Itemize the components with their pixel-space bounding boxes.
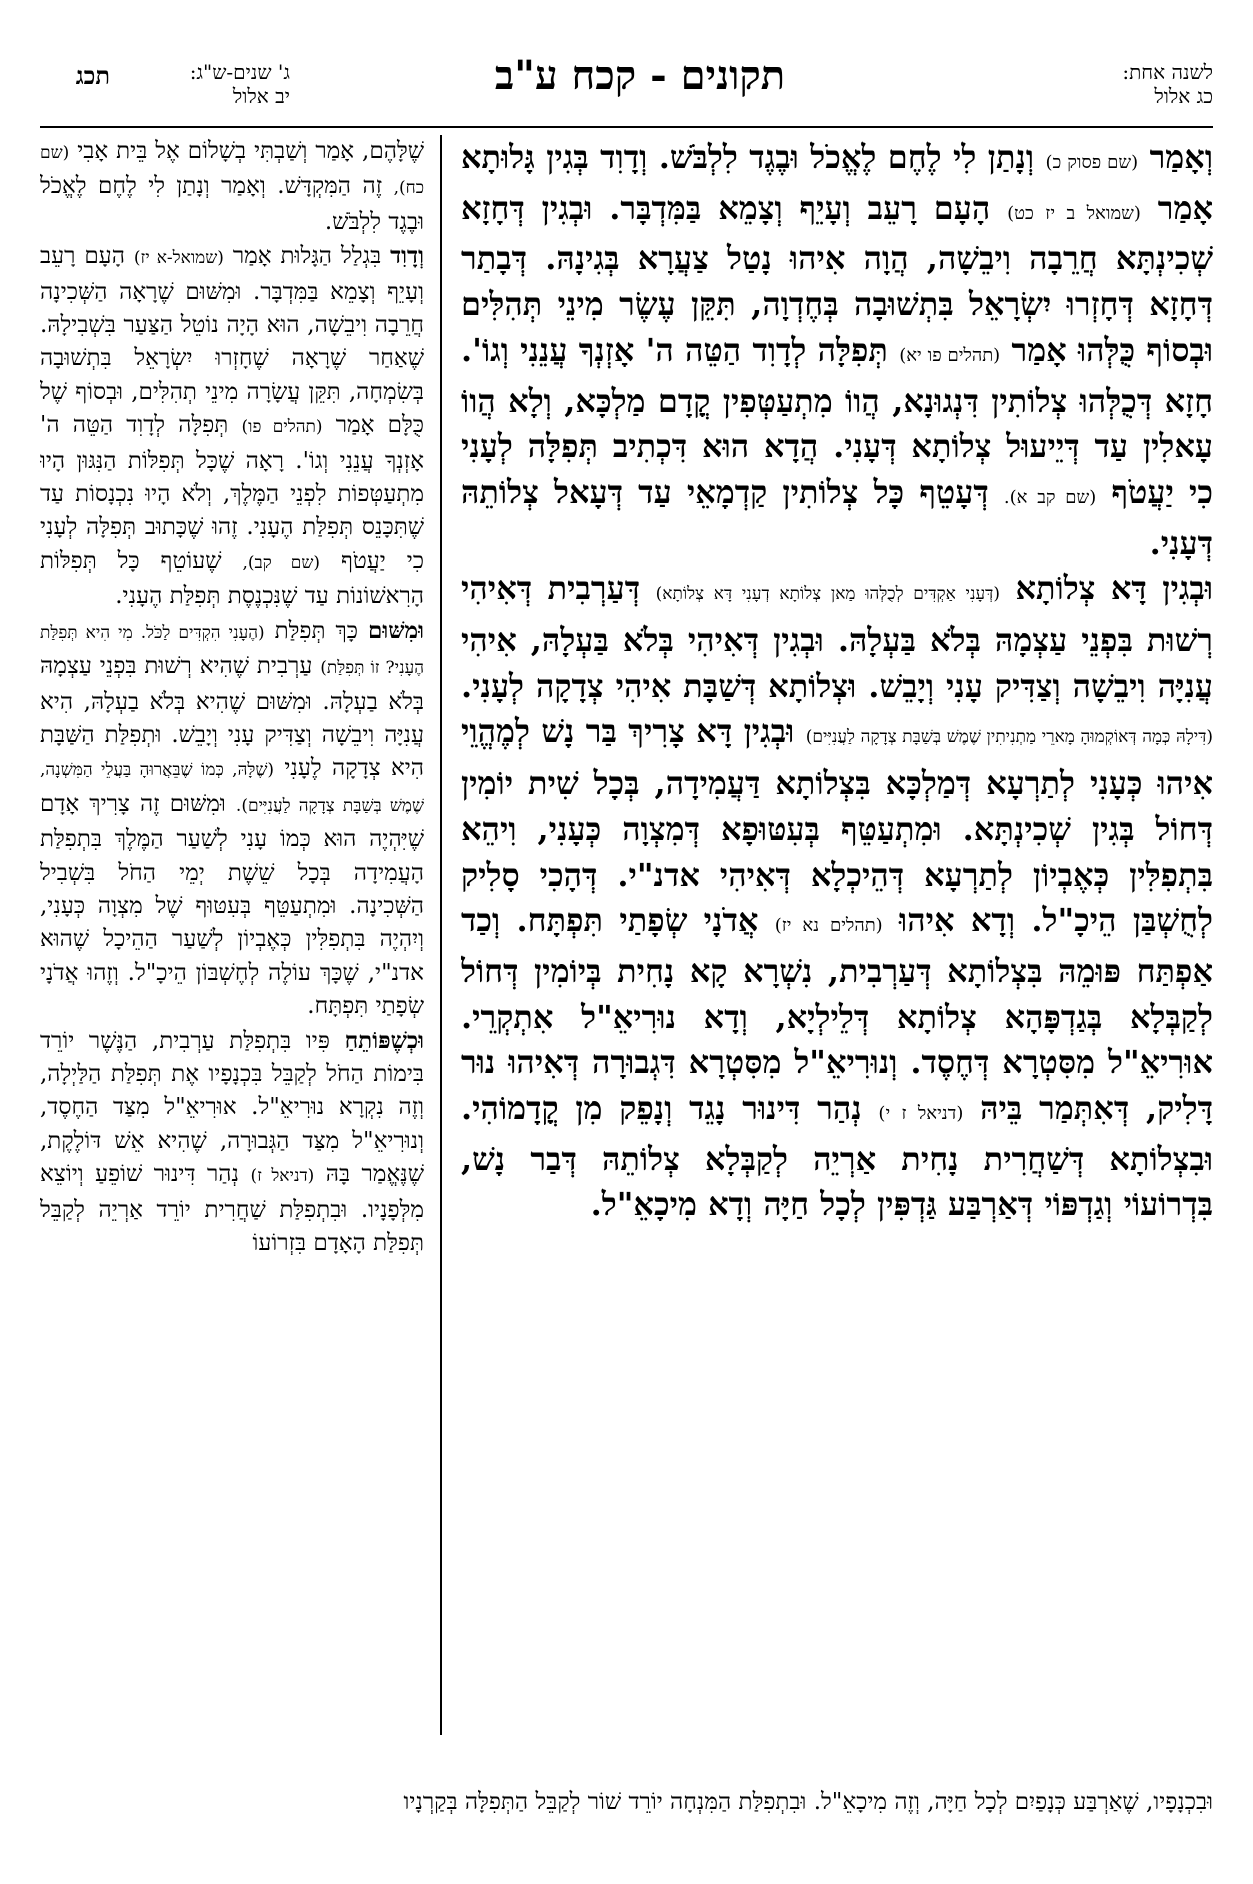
source-reference: (תהלים נא יז) (774, 915, 883, 937)
main-paragraph-2: וּבְגִין דָּא צְלוֹתָא (דְּעָנִי אַקְדִּים לְכֻלְּהוּ מַאן צְלוֹתָא דְעָנִי דָּא צְלוֹתָא) דְּעַרְבִית דְּאִיהִי רְשׁוּת בִּפְנֵי עַצְמָהּ בְּלֹא בַּעְלָהּ. וּבְגִין דְּאִיהִי בְּלֹא בַּעְלָהּ, אִיהִי עֲנִיָּה וִיבֵשָׁה וְצַדִּיק עָנִי וְיָבֵשׁ. וּצְלוֹתָא דְּשַׁבָּת אִיהִי צְדָקָה לְעָנִי. (דִּילָהּ כְּמָה דְּאוֹקְמוּהָ מָארֵי מַתְנִיתִין שֶׁמֶשׁ בְּשַׁבָּת צְדָקָה לַעֲנִיִּים) וּבְגִין דָּא צָרִיךְ בַּר נָשׁ לְמֶהֱוֵי אִיהוּ כְּעָנִי לְתַרְעָא דְּמַלְכָּא בִּצְלוֹתָא דַּעֲמִידָה, בְּכָל שִׁית יוֹמִין דְּחוֹל בְּגִין שְׁכִינְתָּא. וּמִתְעַטֵּף בְּעִטּוּפָא דְּמִצְוָה כְּעָנִי, וִיהֵא בִּתְפִלִּין כְּאֶבְיוֹן לְתַרְעָא דְּהֵיכְלָא דְּאִיהִי אדנ"י. דְּהָכִי סָלִיק לְחֻשְׁבַּן הֵיכָ"ל. וְדָא אִיהוּ (תהלים נא יז) אֲדֹנָי שְׂפָתַי תִּפְתָּח. וְכַד אַפְתַּח פּוּמֵהּ בִּצְלוֹתָא דְּעַרְבִית, נִשְׁרָא קָא נָחִית בְּיוֹמִין דְּחוֹל לְקַבְּלָא בְּגַדְפָּהָא צְלוֹתָא דְּלֵילְיָא, וְדָא נוּרִיאֵ"ל אִתְקְרֵי. אוּרִיאֵ"ל מִסִּטְרָא דְּחֶסֶד. וְנוּרִיאֵ"ל מִסִּטְרָא דִּגְבוּרָה דְּאִיהוּ נוּר דָּלִיק, דְּאִתְּמַר בֵּיהּ (דניאל ז י) נְהַר דִּינוּר נָגֵד וְנָפֵק מִן קֳדָמוֹהִי. וּבִצְלוֹתָא דְּשַׁחֲרִית נָחִית אַרְיֵה לְקַבְּלָא צְלוֹתֵהּ דְּבַר נָשׁ, בִּדְרוֹעוֹי וְגַדְפּוֹי דְּאַרְבַּע גַּדְפִּין לְכָל חַיָּה וְדָא מִיכָאֵ"ל. (461, 569, 1213, 1224)
source-reference: (דניאל ז) (250, 1166, 315, 1187)
main-paragraph-1: וְאָמַר (שם פסוק כ) וְנָתַן לִי לֶחֶם לֶאֱכֹל וּבֶגֶד לִלְבֹּשׁ. וְדָוִד בְּגִין גָּלוּתָא אָמַר (שמואל ב יז כט) הָעָם רָעֵב וְעָיֵף וְצָמֵא בַּמִּדְבָּר. וּבְגִין דְּחָזָא שְׁכִינְתָּא חֲרֵבָה וִיבֵשָׁה, הֲוָה אִיהוּ נָטַל צַעֲרָא בְּגִינָהּ. דְּבָתַר דְּחָזָא דְּחָזְרוּ יִשְׂרָאֵל בִּתְשׁוּבָה בְּחֶדְוָה, תִּקֵּן עֶשֶׂר מִינֵי תְּהִלִּים וּבְסוֹף כֻּלְּהוּ אָמַר (תהלים פו יא) תְּפִלָּה לְדָוִד הַטֵּה ה' אָזְנְךָ עֲנֵנִי וְגוֹ'. חָזָא דְּכֻלְּהוּ צְלוֹתִין דִּנְגוּנָא, הֲווֹ מִתְעַטְּפִין קֳדָם מַלְכָּא, וְלָא הֲווֹ עָאלִין עַד דְּיֵיעוּל צְלוֹתָא דְּעָנִי. הֲדָא הוּא דִּכְתִיב תְּפִלָּה לְעָנִי כִי יַעֲטֹף (שם קב א). דְּעָטֵף כָּל צְלוֹתִין קַדְמָאֵי עַד דְּעָאל צְלוֹתֵהּ דְּעָנִי. (461, 138, 1213, 562)
source-reference: (שם קב א). (1003, 486, 1097, 508)
bracket-note: (דִּילָהּ כְּמָה דְּאוֹקְמוּהָ מָארֵי מַתְנִיתִין שֶׁמֶשׁ בְּשַׁבָּת צְדָקָה לַעֲנִיִּים) (805, 727, 1213, 748)
footer-running-line: וּבִכְנָפָיו, שֶׁאַרְבַּע כְּנָפַיִם לְכָל חַיָּה, וְזֶה מִיכָאֵ"ל. וּבִתְפִלַּת הַמִּנְחָה יוֹרֵד שׁוֹר לְקַבֵּל הַתְּפִלָּה בְּקַרְנָיו (403, 1789, 1213, 1815)
header-three-years-label: ג' שנים-ש"ג: (189, 60, 290, 84)
translation-column (40, 135, 424, 1755)
header-one-year-date: כג אלול (1154, 84, 1213, 108)
page-number: תכג (75, 61, 110, 90)
translation-paragraph-4: וּכְשֶׁפּוֹתֵחַ פִּיו בִּתְפִלַּת עַרְבִית, הַנֶּשֶׁר יוֹרֵד בִּימוֹת הַחֹל לְקַבֵּל בִּכְנָפָיו אֶת תְּפִלַּת הַלַּיְלָה, וְזֶה נִקְרָא נוּרִיאֵ"ל. אוּרִיאֵ"ל מִצַּד הַחֶסֶד, וְנוּרִיאֵ"ל מִצַּד הַגְּבוּרָה, שֶׁהִיא אֵשׁ דּוֹלֶקֶת, שֶׁנֶּאֱמַר בָּהּ (דניאל ז) נְהַר דִּינוּר שׁוֹפֵעַ וְיוֹצֵא מִלְּפָנָיו. וּבִתְפִלַּת שַׁחֲרִית יוֹרֵד אַרְיֵה לְקַבֵּל תְּפִלַּת הָאָדָם בִּזְרוֹעוֹ (40, 1026, 424, 1256)
source-reference: (שם קב), (242, 552, 321, 573)
source-reference: (שם כח), (40, 143, 424, 199)
page-title: תקונים - קכח ע"ב (494, 52, 786, 99)
translation-paragraph-1: שֶׁלָּהֶם, אָמַר וְשַׁבְתִּי בְשָׁלוֹם אֶל בֵּית אָבִי (שם כח), זֶה הַמִּקְדָּשׁ. וְאָמַר וְנָתַן לִי לֶחֶם לֶאֱכֹל וּבֶגֶד לִלְבֹּשׁ. (40, 138, 424, 235)
translation-paragraph-2: וְדָוִד בִּגְלַל הַגָּלוּת אָמַר (שמואל-א יז) הָעָם רָעֵב וְעָיֵף וְצָמֵא בַּמִּדְבָּר. וּמִשּׁוּם שֶׁרָאָה הַשְּׁכִינָה חֲרֵבָה וִיבֵשָׁה, הוּא הָיָה נוֹטֵל הַצַּעַר בִּשְׁבִילָהּ. שֶׁאַחַר שֶׁרָאָה שֶׁחָזְרוּ יִשְׂרָאֵל בִּתְשׁוּבָה בְּשִׂמְחָה, תִּקֵּן עֲשָׂרָה מִינֵי תְהִלִּים, וּבְסוֹף שֶׁל כֻּלָּם אָמַר (תהלים פו) תְּפִלָּה לְדָוִד הַטֵּה ה' אָזְנְךָ עֲנֵנִי וְגוֹ'. רָאָה שֶׁכָּל תְּפִלּוֹת הַנִּגּוּן הָיוּ מִתְעַטְּפוֹת לִפְנֵי הַמֶּלֶךְ, וְלֹא הָיוּ נִכְנָסוֹת עַד שֶׁתִּכָּנֵס תְּפִלַּת הֶעָנִי. זֶהוּ שֶׁכָּתוּב תְּפִלָּה לְעָנִי כִי יַעֲטֹף (שם קב), שֶׁעוֹטֵף כָּל תְּפִלּוֹת הָרִאשׁוֹנוֹת עַד שֶׁנִּכְנֶסֶת תְּפִלַּת הֶעָנִי. (40, 242, 424, 610)
source-reference: (שם פסוק כ) (1045, 152, 1139, 173)
header-three-years-date: יב אלול (232, 84, 290, 108)
source-reference: (שמואל ב יז כט) (1007, 202, 1141, 224)
bracket-note: (שֶׁלָּהּ, כְּמוֹ שֶׁבֵּאֲרוּהָ בַּעֲלֵי הַמִּשְׁנָה, שֶׁמֶשׁ בְּשַׁבָּת צְדָקָה לַעֲנִיִּים). (40, 760, 424, 816)
source-reference: (שמואל-א יז) (133, 248, 224, 269)
source-reference: (דניאל ז י) (878, 1103, 964, 1125)
header-one-year-label: לשנה אחת: (1122, 60, 1213, 84)
translation-paragraph-3: וּמִשּׁוּם כָּךְ תְּפִלַּת (הֶעָנִי הִקְדִּים לַכֹּל. מִי הִיא תְּפִלַּת הֶעָנִי? זוֹ תְּפִלַּת) עַרְבִית שֶׁהִיא רְשׁוּת בִּפְנֵי עַצְמָהּ בְּלֹא בַעְלָהּ. וּמִשּׁוּם שֶׁהִיא בְּלֹא בַעְלָהּ, הִיא עֲנִיָּה וִיבֵשָׁה וְצַדִּיק עָנִי וְיָבֵשׁ. וּתְפִלַּת הַשַּׁבָּת הִיא צְדָקָה לֶעָנִי (שֶׁלָּהּ, כְּמוֹ שֶׁבֵּאֲרוּהָ בַּעֲלֵי הַמִּשְׁנָה, שֶׁמֶשׁ בְּשַׁבָּת צְדָקָה לַעֲנִיִּים). וּמִשּׁוּם זֶה צָרִיךְ אָדָם שֶׁיִּהְיֶה הוּא כְּמוֹ עָנִי לְשַׁעַר הַמֶּלֶךְ בִּתְפִלַּת הָעֲמִידָה בְּכָל שֵׁשֶׁת יְמֵי הַחֹל בִּשְׁבִיל הַשְּׁכִינָה. וּמִתְעַטֵּף בְּעִטּוּף שֶׁל מִצְוָה כְּעָנִי, וְיִהְיֶה בִּתְפִלִּין כְּאֶבְיוֹן לְשַׁעַר הַהֵיכָל שֶׁהוּא אדנ"י, שֶׁכָּךְ עוֹלֶה לְחֶשְׁבּוֹן הֵיכָ"ל. וְזֶהוּ אֲדֹנָי שְׂפָתַי תִּפְתָּח. (40, 616, 424, 1020)
bracket-note: (דְּעָנִי אַקְדִּים לְכֻלְּהוּ מַאן צְלוֹתָא דְעָנִי דָּא צְלוֹתָא) (655, 584, 1000, 605)
header-date-three-years (130, 60, 290, 108)
header-date-one-year (1053, 60, 1213, 108)
column-divider (440, 135, 442, 1735)
source-reference: (תהלים פו) (241, 417, 323, 438)
main-text-column (461, 135, 1213, 1755)
bracket-note: (הֶעָנִי הִקְדִּים לַכֹּל. מִי הִיא תְּפִלַּת הֶעָנִי? זוֹ תְּפִלַּת) (40, 622, 424, 679)
header-divider (40, 126, 1213, 128)
source-reference: (תהלים פו יא) (899, 344, 1001, 366)
